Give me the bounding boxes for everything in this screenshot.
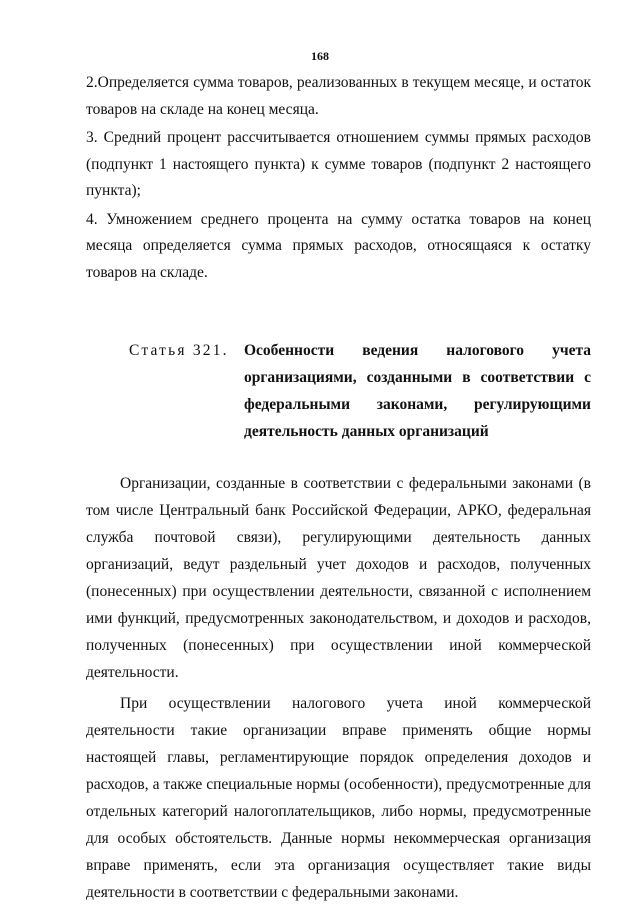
article-heading (129, 337, 591, 445)
article-title: Особенности ведения налогового учета организациями, созданными в соответствии с федеральными законами, регулирующими деятельность данных организаций (244, 342, 591, 440)
list-item: 3. Средний процент рассчитывается отношением суммы прямых расходов (подпункт 1 настоящего пункта) к сумме товаров (подпункт 2 настоящего пункта); (86, 129, 591, 199)
paragraph: Организации, созданные в соответствии с федеральными законами (в том числе Центральный банк Российской Федерации, АРКО, федеральная служба почтовой связи), регулирующими деятельность данных организаций, ведут раздельный учет доходов и расходов, полученных (понесенных) при осуществлении деятельности, связанной с исполнением ими функций, предусмотренных законодательством, и доходов и расходов, полученных (понесенных) при осуществлении иной коммерческой деятельности. (86, 475, 591, 681)
page-number: 168 (311, 49, 329, 63)
list-item: 2.Определяется сумма товаров, реализованных в текущем месяце, и остаток товаров на складе на конец месяца. (86, 74, 591, 118)
list-item: 4. Умножением среднего процента на сумму остатка товаров на конец месяца определяется сумма прямых расходов, относящаяся к остатку товаров на складе. (86, 210, 591, 281)
article-label: Статья 321. (129, 342, 229, 359)
paragraph: При осуществлении налогового учета иной коммерческой деятельности такие организации вправе применять общие нормы настоящей главы, регламентирующие порядок определения доходов и расходов, а также специальные нормы (особенности), предусмотренные для отдельных категорий налогоплательщиков, либо нормы, предусмотренные для особых обстоятельств. Данные нормы некоммерческая организация вправе применять, если эта организация осуществляет такие виды деятельности в соответствии с федеральными законами. (86, 695, 591, 901)
intro-list (86, 70, 591, 288)
article-body (86, 470, 591, 906)
